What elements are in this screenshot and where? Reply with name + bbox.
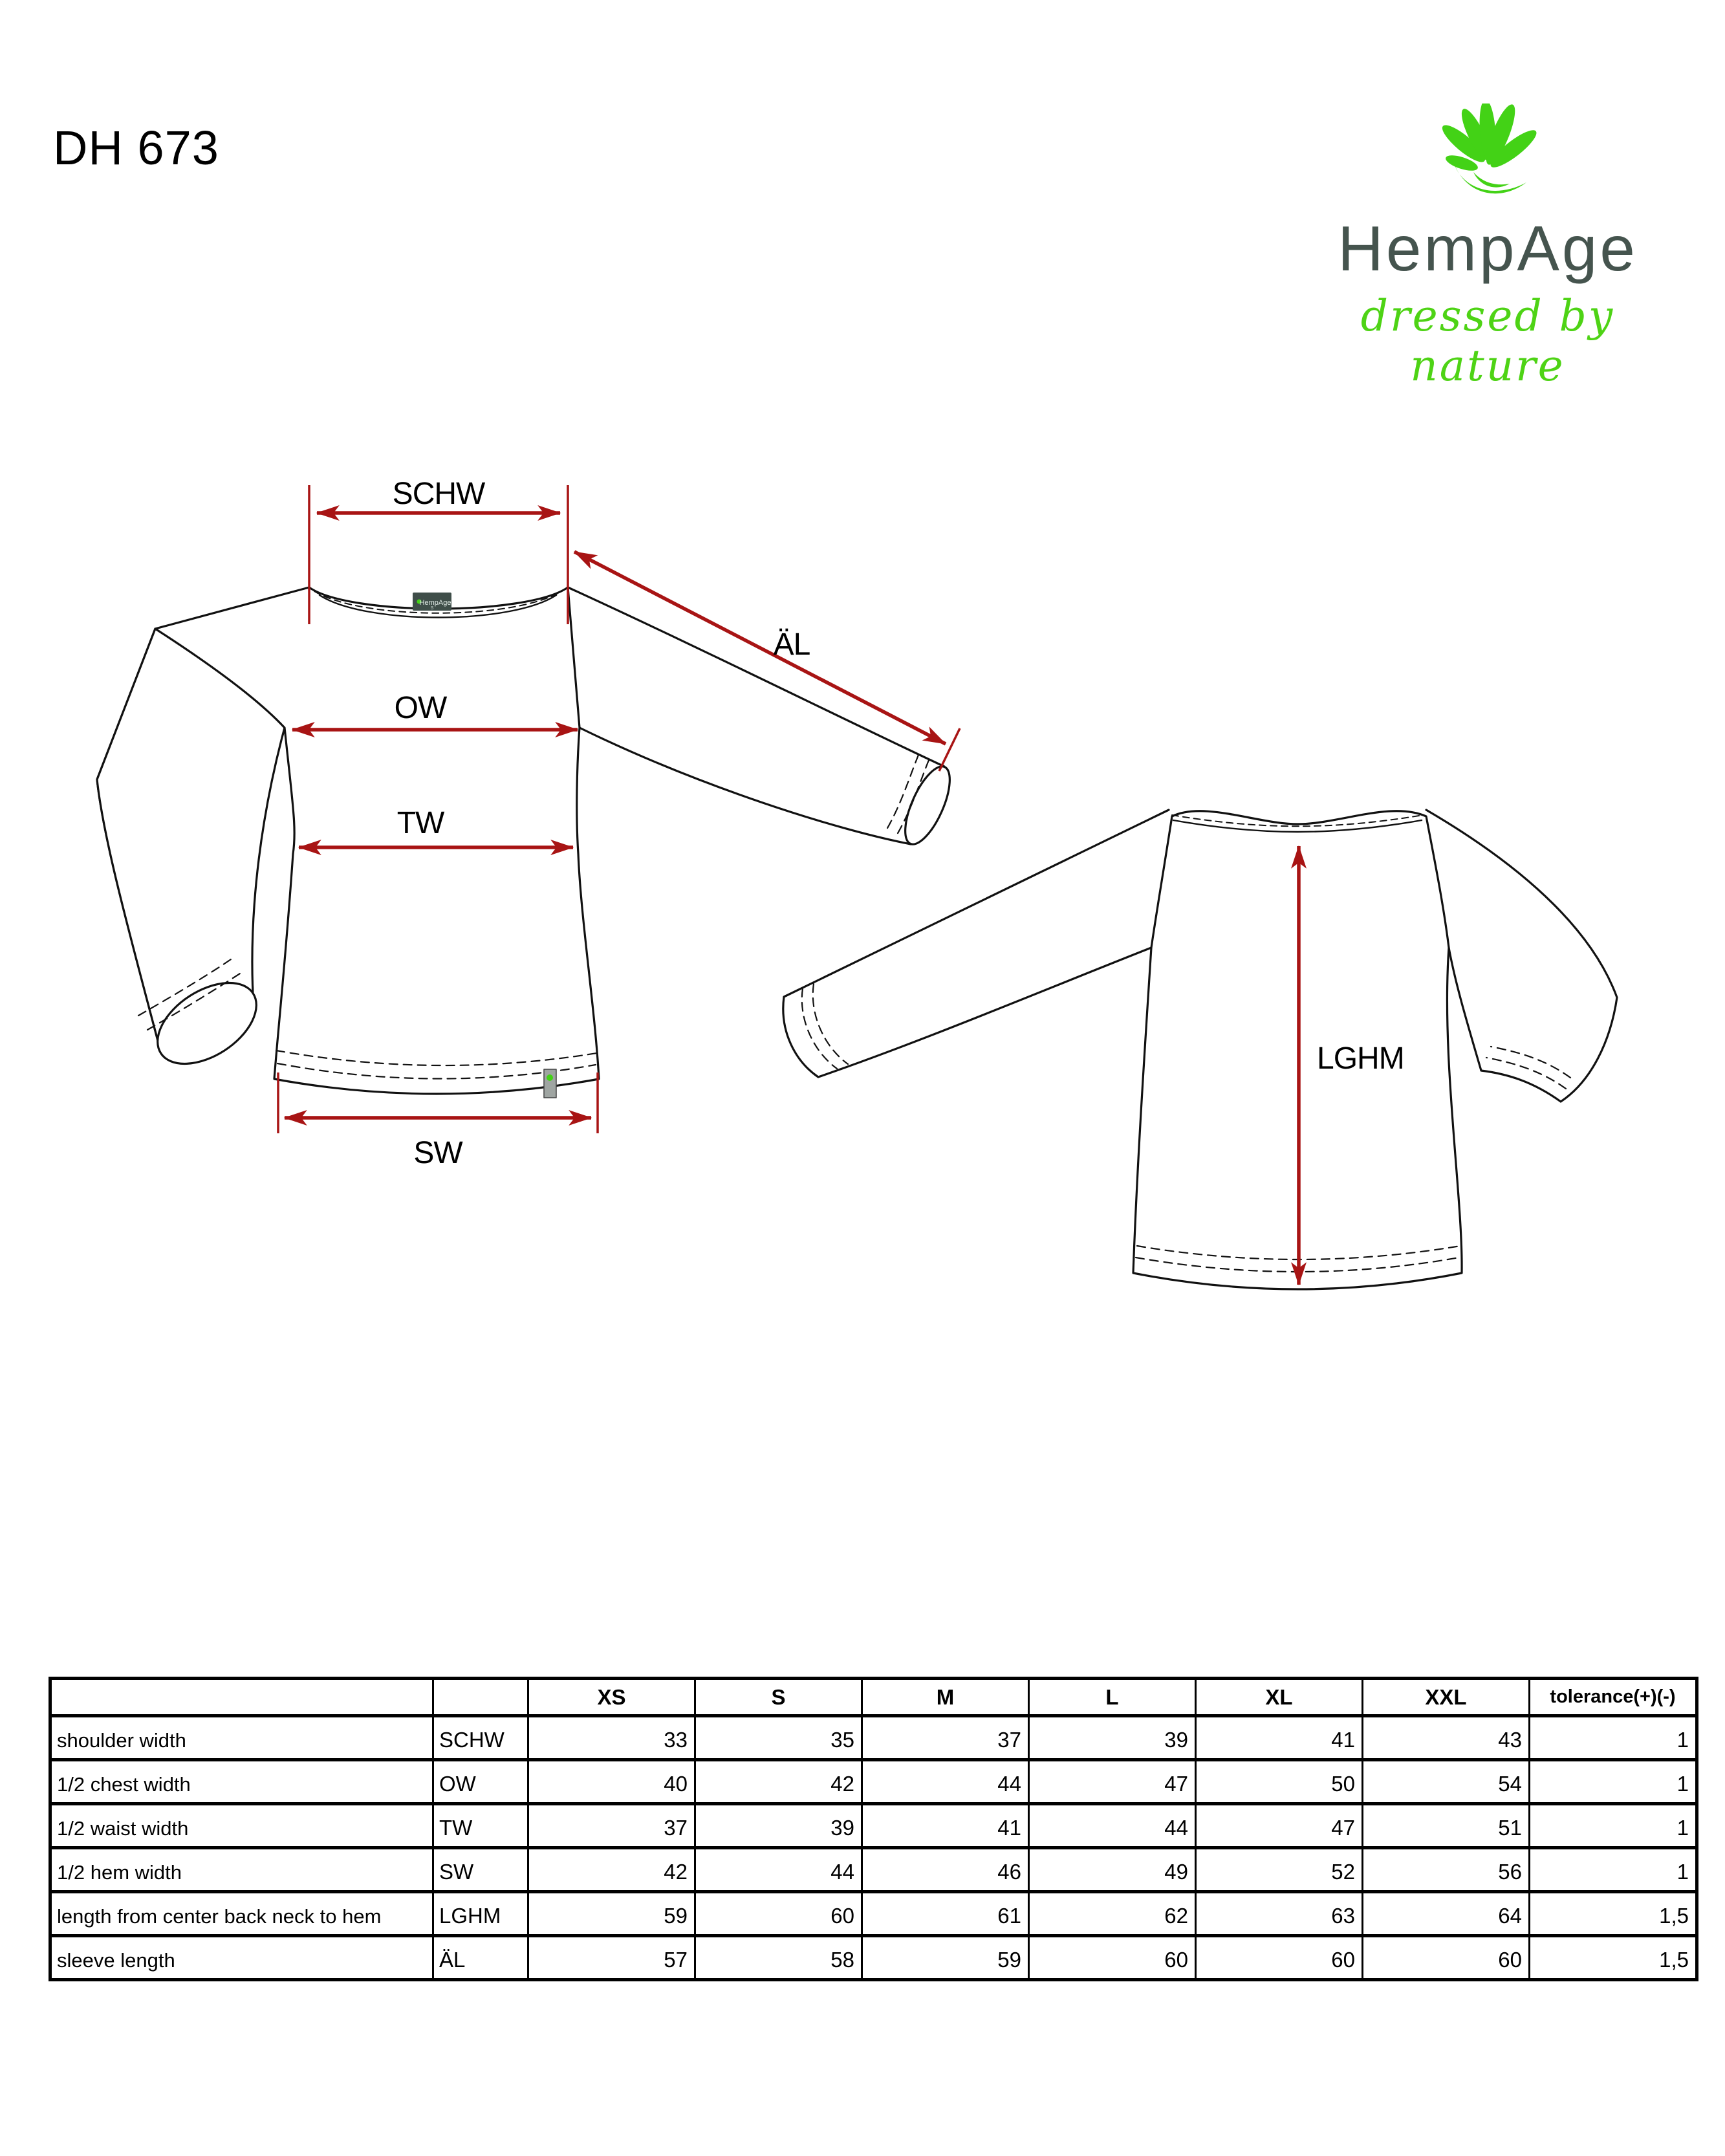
code-cell: OW	[433, 1760, 528, 1804]
value-cell: 37	[528, 1804, 695, 1848]
header-cell-l: L	[1029, 1679, 1196, 1716]
brand-tagline: dressed by nature	[1360, 291, 1615, 391]
value-cell: 57	[528, 1936, 695, 1980]
hem-tag	[544, 1069, 556, 1098]
value-cell: 43	[1363, 1716, 1530, 1760]
size-table	[49, 1677, 1698, 1981]
tw-label: TW	[396, 806, 444, 840]
ael-label: ÄL	[773, 627, 810, 662]
header-cell-m: M	[862, 1679, 1029, 1716]
header-cell	[433, 1679, 528, 1716]
value-cell: 41	[1196, 1716, 1363, 1760]
value-cell: 61	[862, 1892, 1029, 1936]
tolerance-cell: 1	[1530, 1716, 1697, 1760]
value-cell: 60	[695, 1892, 862, 1936]
row-label-cell: 1/2 waist width	[50, 1804, 433, 1848]
neck-label-brand: HempAge	[419, 599, 451, 607]
code-cell: SCHW	[433, 1716, 528, 1760]
ael-extension-tick	[939, 728, 960, 771]
header-cell-tolerance: tolerance(+)(-)	[1530, 1679, 1697, 1716]
value-cell: 59	[528, 1892, 695, 1936]
header-cell-xxl: XXL	[1363, 1679, 1530, 1716]
table-row	[50, 1804, 1697, 1848]
value-cell: 35	[695, 1716, 862, 1760]
header-cell-s: S	[695, 1679, 862, 1716]
sw-label: SW	[413, 1136, 462, 1170]
code-cell: LGHM	[433, 1892, 528, 1936]
tolerance-cell: 1	[1530, 1760, 1697, 1804]
back-view-garment	[783, 810, 1617, 1289]
header-cell-xs: XS	[528, 1679, 695, 1716]
value-cell: 54	[1363, 1760, 1530, 1804]
value-cell: 49	[1029, 1848, 1196, 1892]
tolerance-cell: 1,5	[1530, 1892, 1697, 1936]
value-cell: 60	[1196, 1936, 1363, 1980]
value-cell: 41	[862, 1804, 1029, 1848]
row-label-cell: shoulder width	[50, 1716, 433, 1760]
value-cell: 56	[1363, 1848, 1530, 1892]
ow-label: OW	[394, 691, 447, 725]
row-label-cell: 1/2 hem width	[50, 1848, 433, 1892]
table-row	[50, 1848, 1697, 1892]
value-cell: 63	[1196, 1892, 1363, 1936]
table-row	[50, 1760, 1697, 1804]
value-cell: 42	[695, 1760, 862, 1804]
header-row	[50, 1679, 1697, 1716]
value-cell: 44	[695, 1848, 862, 1892]
header-cell-xl: XL	[1196, 1679, 1363, 1716]
product-code: DH 673	[53, 121, 219, 175]
value-cell: 64	[1363, 1892, 1530, 1936]
back-left-sleeve	[783, 810, 1169, 1077]
tolerance-cell: 1,5	[1530, 1936, 1697, 1980]
value-cell: 50	[1196, 1760, 1363, 1804]
value-cell: 62	[1029, 1892, 1196, 1936]
code-cell: SW	[433, 1848, 528, 1892]
lghm-label: LGHM	[1317, 1041, 1404, 1076]
row-label-cell: 1/2 chest width	[50, 1760, 433, 1804]
value-cell: 33	[528, 1716, 695, 1760]
back-right-sleeve	[1426, 810, 1617, 1102]
row-label-cell: length from center back neck to hem	[50, 1892, 433, 1936]
table-row	[50, 1716, 1697, 1760]
value-cell: 58	[695, 1936, 862, 1980]
value-cell: 47	[1029, 1760, 1196, 1804]
tolerance-cell: 1	[1530, 1848, 1697, 1892]
brand-name: HempAge	[1338, 213, 1638, 284]
value-cell: 51	[1363, 1804, 1530, 1848]
value-cell: 44	[1029, 1804, 1196, 1848]
value-cell: 47	[1196, 1804, 1363, 1848]
schw-label: SCHW	[392, 477, 485, 511]
table-row	[50, 1892, 1697, 1936]
value-cell: 59	[862, 1936, 1029, 1980]
value-cell: 39	[1029, 1716, 1196, 1760]
value-cell: 42	[528, 1848, 695, 1892]
code-cell: ÄL	[433, 1936, 528, 1980]
value-cell: 37	[862, 1716, 1029, 1760]
value-cell: 60	[1029, 1936, 1196, 1980]
value-cell: 44	[862, 1760, 1029, 1804]
table-row	[50, 1936, 1697, 1980]
code-cell: TW	[433, 1804, 528, 1848]
neck-label	[413, 593, 451, 611]
neck-label-size: S	[430, 606, 434, 611]
tolerance-cell: 1	[1530, 1804, 1697, 1848]
value-cell: 46	[862, 1848, 1029, 1892]
value-cell: 39	[695, 1804, 862, 1848]
header-cell	[50, 1679, 433, 1716]
value-cell: 52	[1196, 1848, 1363, 1892]
row-label-cell: sleeve length	[50, 1936, 433, 1980]
value-cell: 40	[528, 1760, 695, 1804]
value-cell: 60	[1363, 1936, 1530, 1980]
